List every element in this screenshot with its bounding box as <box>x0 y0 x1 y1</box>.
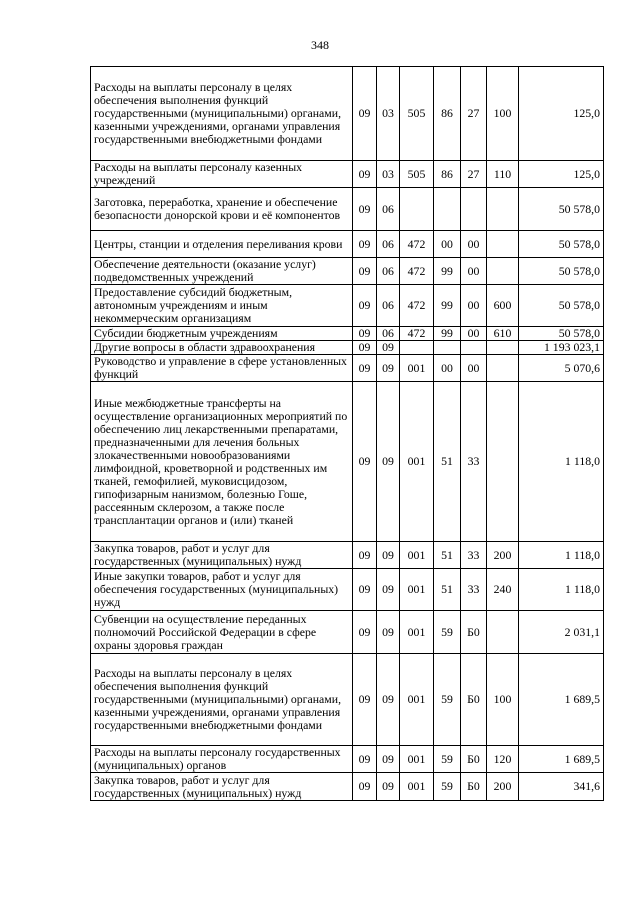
cell-subsection: 09 <box>377 773 400 801</box>
cell-target-article-1: 505 <box>400 67 434 161</box>
cell-expense-type <box>487 341 519 355</box>
cell-target-article-2: 99 <box>434 327 461 341</box>
cell-subsection: 09 <box>377 611 400 654</box>
cell-section: 09 <box>353 327 377 341</box>
cell-amount: 1 118,0 <box>519 569 604 611</box>
cell-amount: 50 578,0 <box>519 327 604 341</box>
cell-subsection: 06 <box>377 188 400 231</box>
cell-amount: 50 578,0 <box>519 188 604 231</box>
table-row <box>91 67 604 161</box>
cell-target-article-3: 00 <box>461 258 487 285</box>
cell-subsection: 09 <box>377 569 400 611</box>
cell-target-article-2: 59 <box>434 654 461 746</box>
cell-amount: 1 193 023,1 <box>519 341 604 355</box>
cell-amount: 1 689,5 <box>519 654 604 746</box>
table-row <box>91 355 604 382</box>
table-row <box>91 569 604 611</box>
cell-section: 09 <box>353 569 377 611</box>
cell-target-article-1: 001 <box>400 654 434 746</box>
cell-target-article-3: Б0 <box>461 773 487 801</box>
budget-table <box>90 66 604 801</box>
cell-target-article-2: 59 <box>434 773 461 801</box>
cell-amount: 50 578,0 <box>519 258 604 285</box>
cell-subsection: 09 <box>377 746 400 773</box>
cell-target-article-2: 86 <box>434 161 461 188</box>
cell-target-article-2: 86 <box>434 67 461 161</box>
cell-expense-type: 610 <box>487 327 519 341</box>
cell-target-article-3: Б0 <box>461 654 487 746</box>
table-body <box>91 67 604 801</box>
cell-amount: 125,0 <box>519 67 604 161</box>
cell-section: 09 <box>353 188 377 231</box>
cell-target-article-1: 001 <box>400 569 434 611</box>
cell-target-article-1: 001 <box>400 542 434 569</box>
cell-target-article-2: 59 <box>434 611 461 654</box>
cell-target-article-3: 00 <box>461 327 487 341</box>
cell-name: Расходы на выплаты персоналу государственных (муниципальных) органов <box>91 746 353 773</box>
cell-amount: 50 578,0 <box>519 285 604 327</box>
cell-expense-type: 200 <box>487 773 519 801</box>
cell-amount: 2 031,1 <box>519 611 604 654</box>
cell-target-article-3 <box>461 341 487 355</box>
table-row <box>91 161 604 188</box>
cell-target-article-1 <box>400 341 434 355</box>
cell-target-article-1: 472 <box>400 231 434 258</box>
cell-amount: 125,0 <box>519 161 604 188</box>
cell-section: 09 <box>353 773 377 801</box>
cell-target-article-1: 001 <box>400 773 434 801</box>
cell-subsection: 09 <box>377 542 400 569</box>
cell-name: Предоставление субсидий бюджетным, автономным учреждениям и иным некоммерческим организациям <box>91 285 353 327</box>
cell-subsection: 09 <box>377 341 400 355</box>
cell-name: Заготовка, переработка, хранение и обеспечение безопасности донорской крови и её компонентов <box>91 188 353 231</box>
cell-expense-type: 100 <box>487 67 519 161</box>
cell-expense-type <box>487 258 519 285</box>
cell-target-article-2: 00 <box>434 355 461 382</box>
cell-subsection: 09 <box>377 654 400 746</box>
cell-target-article-3: 00 <box>461 231 487 258</box>
cell-expense-type: 240 <box>487 569 519 611</box>
table-row <box>91 746 604 773</box>
cell-target-article-2: 51 <box>434 542 461 569</box>
cell-target-article-3: 33 <box>461 542 487 569</box>
cell-target-article-2: 00 <box>434 231 461 258</box>
cell-amount: 50 578,0 <box>519 231 604 258</box>
cell-expense-type <box>487 231 519 258</box>
cell-target-article-2 <box>434 188 461 231</box>
table-row <box>91 542 604 569</box>
cell-subsection: 06 <box>377 285 400 327</box>
cell-target-article-3: 27 <box>461 161 487 188</box>
cell-target-article-3: 33 <box>461 569 487 611</box>
cell-target-article-1: 001 <box>400 746 434 773</box>
cell-expense-type: 600 <box>487 285 519 327</box>
cell-section: 09 <box>353 746 377 773</box>
cell-target-article-3: Б0 <box>461 746 487 773</box>
cell-expense-type: 110 <box>487 161 519 188</box>
cell-section: 09 <box>353 355 377 382</box>
cell-section: 09 <box>353 231 377 258</box>
cell-section: 09 <box>353 161 377 188</box>
cell-name: Руководство и управление в сфере установленных функций <box>91 355 353 382</box>
table-row <box>91 258 604 285</box>
cell-target-article-3: 00 <box>461 355 487 382</box>
cell-subsection: 06 <box>377 231 400 258</box>
cell-section: 09 <box>353 542 377 569</box>
table-row <box>91 382 604 542</box>
table-row <box>91 231 604 258</box>
cell-target-article-2: 51 <box>434 569 461 611</box>
cell-name: Иные закупки товаров, работ и услуг для обеспечения государственных (муниципальных) нужд <box>91 569 353 611</box>
cell-section: 09 <box>353 611 377 654</box>
cell-expense-type <box>487 611 519 654</box>
table-row <box>91 341 604 355</box>
cell-name: Расходы на выплаты персоналу казенных учреждений <box>91 161 353 188</box>
cell-expense-type <box>487 382 519 542</box>
table-row <box>91 611 604 654</box>
cell-amount: 1 118,0 <box>519 542 604 569</box>
cell-target-article-2: 99 <box>434 285 461 327</box>
cell-expense-type: 100 <box>487 654 519 746</box>
cell-amount: 1 689,5 <box>519 746 604 773</box>
cell-expense-type <box>487 188 519 231</box>
cell-subsection: 06 <box>377 327 400 341</box>
cell-section: 09 <box>353 382 377 542</box>
cell-name: Закупка товаров, работ и услуг для государственных (муниципальных) нужд <box>91 542 353 569</box>
cell-section: 09 <box>353 341 377 355</box>
cell-target-article-1: 001 <box>400 382 434 542</box>
cell-target-article-1: 001 <box>400 611 434 654</box>
cell-name: Иные межбюджетные трансферты на осуществление организационных мероприятий по обеспечению лиц лекарственными препаратами, предназначенными для лечения больных злокачественными новообразованиями лимфоидной, кроветворной и родственных им тканей, гемофилией, муковисцидозом, гипофизарным нанизмом, болезнью Гоше, рассеянным склерозом, а также после трансплантации органов и (или) тканей <box>91 382 353 542</box>
cell-amount: 1 118,0 <box>519 382 604 542</box>
cell-expense-type: 120 <box>487 746 519 773</box>
cell-subsection: 03 <box>377 67 400 161</box>
table-row <box>91 773 604 801</box>
table-row <box>91 327 604 341</box>
cell-subsection: 09 <box>377 355 400 382</box>
cell-target-article-2: 59 <box>434 746 461 773</box>
cell-target-article-1 <box>400 188 434 231</box>
cell-target-article-3: 27 <box>461 67 487 161</box>
cell-target-article-1: 472 <box>400 327 434 341</box>
cell-target-article-3: 00 <box>461 285 487 327</box>
cell-name: Центры, станции и отделения переливания крови <box>91 231 353 258</box>
cell-section: 09 <box>353 285 377 327</box>
cell-name: Обеспечение деятельности (оказание услуг) подведомственных учреждений <box>91 258 353 285</box>
cell-name: Субвенции на осуществление переданных полномочий Российской Федерации в сфере охраны здоровья граждан <box>91 611 353 654</box>
cell-target-article-3: 33 <box>461 382 487 542</box>
cell-subsection: 06 <box>377 258 400 285</box>
cell-amount: 341,6 <box>519 773 604 801</box>
cell-expense-type: 200 <box>487 542 519 569</box>
cell-section: 09 <box>353 654 377 746</box>
page-number: 348 <box>311 38 329 52</box>
cell-target-article-1: 472 <box>400 285 434 327</box>
table-row <box>91 654 604 746</box>
cell-target-article-2: 99 <box>434 258 461 285</box>
cell-section: 09 <box>353 67 377 161</box>
cell-subsection: 09 <box>377 382 400 542</box>
cell-name: Расходы на выплаты персоналу в целях обеспечения выполнения функций государственными (муниципальными) органами, казенными учреждениями, органами управления государственными внебюджетными фондами <box>91 67 353 161</box>
cell-target-article-1: 505 <box>400 161 434 188</box>
cell-section: 09 <box>353 258 377 285</box>
cell-name: Субсидии бюджетным учреждениям <box>91 327 353 341</box>
cell-target-article-1: 001 <box>400 355 434 382</box>
cell-name: Закупка товаров, работ и услуг для государственных (муниципальных) нужд <box>91 773 353 801</box>
cell-expense-type <box>487 355 519 382</box>
cell-target-article-3 <box>461 188 487 231</box>
cell-target-article-2 <box>434 341 461 355</box>
cell-name: Другие вопросы в области здравоохранения <box>91 341 353 355</box>
cell-target-article-2: 51 <box>434 382 461 542</box>
cell-amount: 5 070,6 <box>519 355 604 382</box>
table-row <box>91 285 604 327</box>
cell-target-article-1: 472 <box>400 258 434 285</box>
cell-subsection: 03 <box>377 161 400 188</box>
cell-name: Расходы на выплаты персоналу в целях обеспечения выполнения функций государственными (муниципальными) органами, казенными учреждениями, органами управления государственными внебюджетными фондами <box>91 654 353 746</box>
cell-target-article-3: Б0 <box>461 611 487 654</box>
table-row <box>91 188 604 231</box>
